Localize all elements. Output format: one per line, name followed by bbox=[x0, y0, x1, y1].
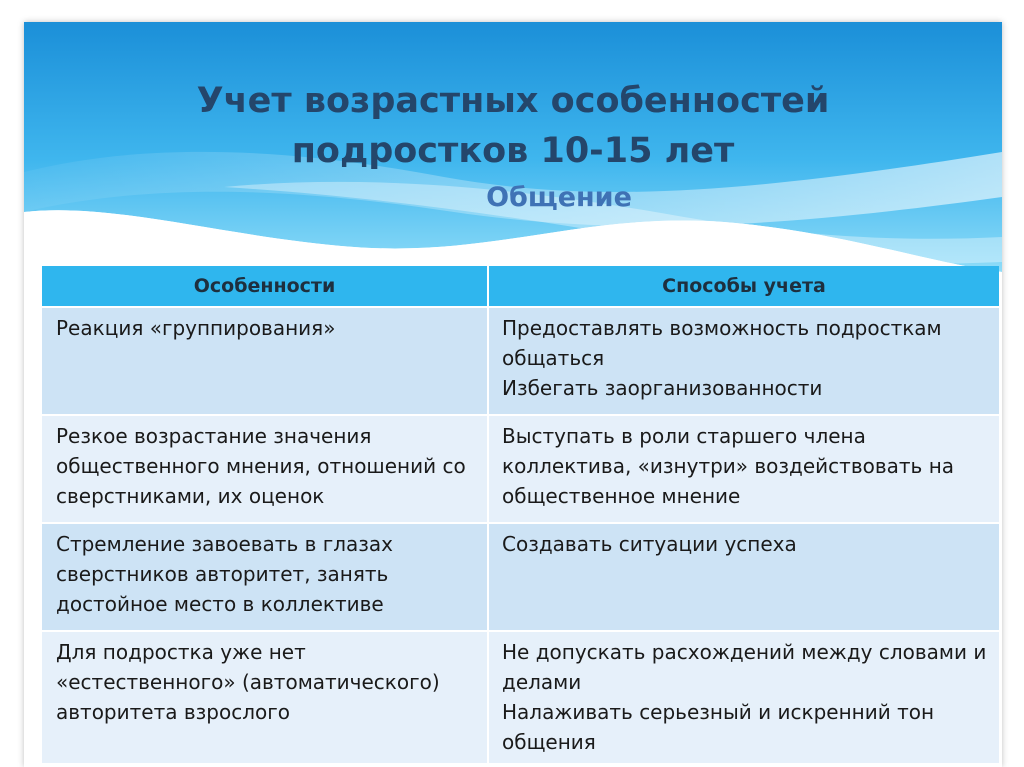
table-row bbox=[42, 415, 999, 523]
cell-text: Не допускать расхождений между словами и делами bbox=[502, 640, 987, 694]
cell-text: Для подростка уже нет «естественного» (автоматического) авторитета взрослого bbox=[56, 640, 440, 724]
header-methods: Способы учета bbox=[488, 266, 999, 307]
cell-text: Выступать в роли старшего члена коллектива, «изнутри» воздействовать на общественное мнение bbox=[502, 424, 955, 508]
slide-title bbox=[24, 76, 1002, 176]
cell-text: Реакция «группирования» bbox=[56, 316, 336, 340]
table-row bbox=[42, 307, 999, 415]
header-features: Особенности bbox=[42, 266, 488, 307]
table-header-row bbox=[42, 266, 999, 307]
feature-cell bbox=[42, 631, 488, 763]
features-table bbox=[42, 266, 999, 763]
title-line-2: подростков 10-15 лет bbox=[291, 131, 735, 171]
cell-text: Предоставлять возможность подросткам общаться bbox=[502, 316, 942, 370]
method-cell bbox=[488, 307, 999, 415]
table-row bbox=[42, 631, 999, 763]
slide-subtitle: Общение bbox=[486, 182, 632, 213]
slide bbox=[24, 22, 1002, 767]
table-row bbox=[42, 523, 999, 631]
method-cell bbox=[488, 523, 999, 631]
method-cell bbox=[488, 631, 999, 763]
cell-text: Избегать заорганизованности bbox=[502, 376, 823, 400]
cell-text: Стремление завоевать в глазах сверстников авторитет, занять достойное место в коллективе bbox=[56, 532, 394, 616]
cell-text: Резкое возрастание значения общественного мнения, отношений со сверстниками, их оценок bbox=[56, 424, 466, 508]
cell-text: Создавать ситуации успеха bbox=[502, 532, 797, 556]
feature-cell bbox=[42, 523, 488, 631]
title-line-1: Учет возрастных особенностей bbox=[196, 81, 830, 121]
feature-cell bbox=[42, 307, 488, 415]
cell-text: Налаживать серьезный и искренний тон общения bbox=[502, 700, 935, 754]
method-cell bbox=[488, 415, 999, 523]
feature-cell bbox=[42, 415, 488, 523]
